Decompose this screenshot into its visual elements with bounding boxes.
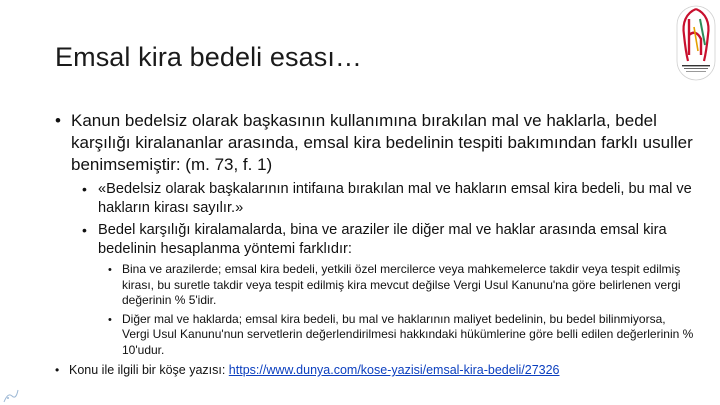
bullet-main-text: Kanun bedelsiz olarak başkasının kullanımına bırakılan mal ve haklarla, bedel karşılığı kiralananlar arasında, emsal kira bedelinin tespiti bakımından farklı usuller benimsemiştir: (m. 73, f. 1) [71,111,693,174]
slide-title: Emsal kira bedeli esası… [55,42,363,72]
bullet-icon: • [108,264,112,276]
bullet-icon: • [108,313,112,326]
bullet-subsub-2 [108,312,695,359]
hacettepe-logo-icon [676,5,716,81]
bullet-sub-2 [82,221,695,259]
bullet-icon: • [82,181,87,197]
bullet-icon: • [82,222,87,238]
bullet-subsub-2-text: Diğer mal ve haklarda; emsal kira bedeli, bu mal ve haklarının maliyet bedelinin, bu bedel bilinmiyorsa, Vergi Usul Kanunu'nun servetlerin değerlendirilmesi hakkındaki hükümlerine göre belli edilen değerlerinin % 10'udur. [122,311,694,357]
bullet-sub-1-text: «Bedelsiz olarak başkalarının intifaına bırakılan mal ve hakların emsal kira bedeli, bu mal ve hakların kirası sayılır.» [98,181,692,216]
bullet-main [55,110,695,176]
corner-decoration-icon [2,382,20,404]
bullet-subsub-1-text: Bina ve arazilerde; emsal kira bedeli, yetkili özel mercilerce veya mahkemelerce takdir veya tespit edilmiş kirası, bu suretle takdir veya tespit edilmiş kira mevcut değilse Vergi Usul Kanunu'na göre belirlenen vergi değerinin % 5'idir. [122,262,681,307]
bullet-sub-1 [82,180,695,218]
bullet-icon: • [55,363,60,377]
bullet-sub-2-text: Bedel karşılığı kiralamalarda, bina ve araziler ile diğer mal ve haklar arasında emsal kira bedelinin hesaplanma yöntemi farklıdır: [98,222,667,257]
bullet-icon: • [55,111,61,130]
bullet-note-prefix: Konu ile ilgili bir köşe yazısı: [69,363,229,377]
bullet-note [55,362,695,378]
slide-body [55,110,695,378]
article-link[interactable]: https://www.dunya.com/kose-yazisi/emsal-kira-bedeli/27326 [228,363,560,377]
bullet-subsub-1 [108,262,695,309]
